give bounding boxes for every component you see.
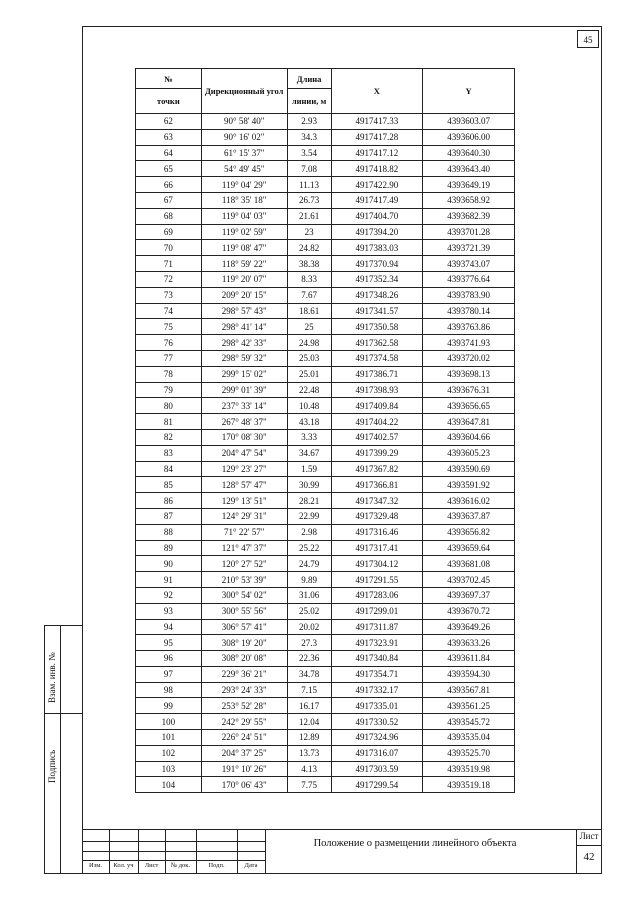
caption-data: Дата	[244, 862, 258, 869]
direction-angle: 300° 55' 56"	[201, 603, 287, 619]
table-row	[136, 414, 515, 430]
line-length: 3.33	[287, 429, 331, 445]
x-coordinate: 4917332.17	[331, 682, 423, 698]
y-coordinate: 4393637.87	[423, 508, 515, 524]
direction-angle: 204° 37' 25"	[201, 745, 287, 761]
y-coordinate: 4393682.39	[423, 208, 515, 224]
line-length: 28.21	[287, 493, 331, 509]
line-length: 24.98	[287, 335, 331, 351]
table-row	[136, 477, 515, 493]
y-coordinate: 4393701.28	[423, 224, 515, 240]
header-length-top: Длина	[287, 69, 331, 89]
direction-angle: 242° 29' 55"	[201, 714, 287, 730]
table-row	[136, 192, 515, 208]
table-row	[136, 429, 515, 445]
direction-angle: 191° 10' 26"	[201, 761, 287, 777]
line-length: 11.13	[287, 177, 331, 193]
x-coordinate: 4917394.20	[331, 224, 423, 240]
point-number: 84	[136, 461, 202, 477]
x-coordinate: 4917283.06	[331, 587, 423, 603]
x-coordinate: 4917402.57	[331, 429, 423, 445]
header-length-bottom: линии, м	[287, 89, 331, 114]
left-sidebar-stamp	[44, 625, 82, 873]
point-number: 71	[136, 256, 202, 272]
point-number: 95	[136, 635, 202, 651]
line-length: 16.17	[287, 698, 331, 714]
point-number: 98	[136, 682, 202, 698]
direction-angle: 129° 23' 27"	[201, 461, 287, 477]
line-length: 38.38	[287, 256, 331, 272]
line-length: 18.61	[287, 303, 331, 319]
line-length: 26.73	[287, 192, 331, 208]
y-coordinate: 4393721.39	[423, 240, 515, 256]
line-length: 30.99	[287, 477, 331, 493]
line-length: 25.01	[287, 366, 331, 382]
x-coordinate: 4917362.58	[331, 335, 423, 351]
direction-angle: 298° 57' 43"	[201, 303, 287, 319]
line-length: 43.18	[287, 414, 331, 430]
table-row	[136, 651, 515, 667]
line-length: 34.78	[287, 666, 331, 682]
y-coordinate: 4393649.19	[423, 177, 515, 193]
point-number: 99	[136, 698, 202, 714]
y-coordinate: 4393606.00	[423, 129, 515, 145]
table-row	[136, 382, 515, 398]
line-length: 2.98	[287, 524, 331, 540]
line-length: 22.99	[287, 508, 331, 524]
y-coordinate: 4393519.18	[423, 777, 515, 793]
line-length: 20.02	[287, 619, 331, 635]
x-coordinate: 4917386.71	[331, 366, 423, 382]
line-length: 12.89	[287, 730, 331, 746]
direction-angle: 128° 57' 47"	[201, 477, 287, 493]
x-coordinate: 4917417.49	[331, 192, 423, 208]
point-number: 96	[136, 651, 202, 667]
line-length: 1.59	[287, 461, 331, 477]
direction-angle: 118° 59' 22"	[201, 256, 287, 272]
y-coordinate: 4393698.13	[423, 366, 515, 382]
direction-angle: 204° 47' 54"	[201, 445, 287, 461]
y-coordinate: 4393567.81	[423, 682, 515, 698]
caption-no-dok: № док.	[170, 862, 191, 869]
line-length: 2.93	[287, 114, 331, 130]
point-number: 63	[136, 129, 202, 145]
header-angle: Дирекционный угол	[201, 69, 287, 114]
line-length: 8.33	[287, 271, 331, 287]
line-length: 4.13	[287, 761, 331, 777]
line-length: 7.15	[287, 682, 331, 698]
line-length: 7.75	[287, 777, 331, 793]
title-block	[82, 829, 602, 874]
x-coordinate: 4917352.34	[331, 271, 423, 287]
x-coordinate: 4917366.81	[331, 477, 423, 493]
table-row	[136, 350, 515, 366]
x-coordinate: 4917324.96	[331, 730, 423, 746]
table-row	[136, 114, 515, 130]
table-row	[136, 619, 515, 635]
point-number: 97	[136, 666, 202, 682]
point-number: 65	[136, 161, 202, 177]
y-coordinate: 4393776.64	[423, 271, 515, 287]
table-row	[136, 714, 515, 730]
point-number: 76	[136, 335, 202, 351]
point-number: 70	[136, 240, 202, 256]
line-length: 24.79	[287, 556, 331, 572]
x-coordinate: 4917367.82	[331, 461, 423, 477]
y-coordinate: 4393681.08	[423, 556, 515, 572]
sheet-number: 42	[583, 851, 595, 863]
point-number: 90	[136, 556, 202, 572]
table-row	[136, 493, 515, 509]
y-coordinate: 4393720.02	[423, 350, 515, 366]
y-coordinate: 4393697.37	[423, 587, 515, 603]
x-coordinate: 4917417.28	[331, 129, 423, 145]
x-coordinate: 4917316.07	[331, 745, 423, 761]
line-length: 22.36	[287, 651, 331, 667]
y-coordinate: 4393604.66	[423, 429, 515, 445]
direction-angle: 71° 22' 57"	[201, 524, 287, 540]
sidebar-vzam-label: Взам. инв. №	[47, 652, 57, 703]
y-coordinate: 4393676.31	[423, 382, 515, 398]
direction-angle: 90° 58' 40"	[201, 114, 287, 130]
y-coordinate: 4393535.04	[423, 730, 515, 746]
y-coordinate: 4393643.40	[423, 161, 515, 177]
sheet-label: Лист	[579, 831, 599, 841]
x-coordinate: 4917323.91	[331, 635, 423, 651]
y-coordinate: 4393647.81	[423, 414, 515, 430]
x-coordinate: 4917299.01	[331, 603, 423, 619]
table-row	[136, 208, 515, 224]
table-row	[136, 572, 515, 588]
x-coordinate: 4917417.33	[331, 114, 423, 130]
direction-angle: 61° 15' 37"	[201, 145, 287, 161]
table-row	[136, 777, 515, 793]
point-number: 67	[136, 192, 202, 208]
direction-angle: 119° 04' 03"	[201, 208, 287, 224]
y-coordinate: 4393656.65	[423, 398, 515, 414]
point-number: 101	[136, 730, 202, 746]
header-x: X	[331, 69, 423, 114]
point-number: 62	[136, 114, 202, 130]
line-length: 13.73	[287, 745, 331, 761]
y-coordinate: 4393780.14	[423, 303, 515, 319]
y-coordinate: 4393594.30	[423, 666, 515, 682]
x-coordinate: 4917340.84	[331, 651, 423, 667]
sidebar-podpis-label: Подпись	[47, 749, 57, 783]
table-row	[136, 587, 515, 603]
table-row	[136, 682, 515, 698]
point-number: 79	[136, 382, 202, 398]
point-number: 85	[136, 477, 202, 493]
direction-angle: 90° 16' 02"	[201, 129, 287, 145]
x-coordinate: 4917335.01	[331, 698, 423, 714]
line-length: 7.08	[287, 161, 331, 177]
table-row	[136, 145, 515, 161]
table-row	[136, 730, 515, 746]
table-row	[136, 240, 515, 256]
point-number: 72	[136, 271, 202, 287]
line-length: 25.02	[287, 603, 331, 619]
x-coordinate: 4917404.22	[331, 414, 423, 430]
point-number: 80	[136, 398, 202, 414]
direction-angle: 170° 08' 30"	[201, 429, 287, 445]
y-coordinate: 4393656.82	[423, 524, 515, 540]
point-number: 92	[136, 587, 202, 603]
x-coordinate: 4917291.55	[331, 572, 423, 588]
y-coordinate: 4393611.84	[423, 651, 515, 667]
y-coordinate: 4393741.93	[423, 335, 515, 351]
direction-angle: 119° 02' 59"	[201, 224, 287, 240]
x-coordinate: 4917341.57	[331, 303, 423, 319]
table-row	[136, 335, 515, 351]
direction-angle: 267° 48' 37"	[201, 414, 287, 430]
point-number: 81	[136, 414, 202, 430]
line-length: 7.67	[287, 287, 331, 303]
x-coordinate: 4917383.03	[331, 240, 423, 256]
y-coordinate: 4393519.98	[423, 761, 515, 777]
header-no: №	[136, 69, 202, 89]
x-coordinate: 4917299.54	[331, 777, 423, 793]
direction-angle: 298° 59' 32"	[201, 350, 287, 366]
point-number: 66	[136, 177, 202, 193]
direction-angle: 253° 52' 28"	[201, 698, 287, 714]
x-coordinate: 4917350.58	[331, 319, 423, 335]
y-coordinate: 4393616.02	[423, 493, 515, 509]
point-number: 87	[136, 508, 202, 524]
page-number: 45	[577, 30, 599, 48]
x-coordinate: 4917348.26	[331, 287, 423, 303]
table-row	[136, 256, 515, 272]
y-coordinate: 4393702.45	[423, 572, 515, 588]
direction-angle: 210° 53' 39"	[201, 572, 287, 588]
table-row	[136, 271, 515, 287]
x-coordinate: 4917354.71	[331, 666, 423, 682]
table-header-row	[136, 69, 515, 89]
point-number: 88	[136, 524, 202, 540]
y-coordinate: 4393605.23	[423, 445, 515, 461]
direction-angle: 170° 06' 43"	[201, 777, 287, 793]
line-length: 31.06	[287, 587, 331, 603]
x-coordinate: 4917303.59	[331, 761, 423, 777]
x-coordinate: 4917417.12	[331, 145, 423, 161]
header-y: Y	[423, 69, 515, 114]
direction-angle: 119° 04' 29"	[201, 177, 287, 193]
x-coordinate: 4917347.32	[331, 493, 423, 509]
x-coordinate: 4917374.58	[331, 350, 423, 366]
line-length: 34.67	[287, 445, 331, 461]
line-length: 27.3	[287, 635, 331, 651]
direction-angle: 209° 20' 15"	[201, 287, 287, 303]
direction-angle: 237° 33' 14"	[201, 398, 287, 414]
x-coordinate: 4917404.70	[331, 208, 423, 224]
table-row	[136, 398, 515, 414]
point-number: 74	[136, 303, 202, 319]
direction-angle: 118° 35' 18"	[201, 192, 287, 208]
table-row	[136, 461, 515, 477]
y-coordinate: 4393591.92	[423, 477, 515, 493]
x-coordinate: 4917316.46	[331, 524, 423, 540]
caption-kol-uch: Кол. уч	[113, 862, 134, 869]
y-coordinate: 4393658.92	[423, 192, 515, 208]
direction-angle: 299° 01' 39"	[201, 382, 287, 398]
x-coordinate: 4917311.87	[331, 619, 423, 635]
point-number: 100	[136, 714, 202, 730]
caption-podp: Подп.	[208, 862, 225, 869]
y-coordinate: 4393670.72	[423, 603, 515, 619]
y-coordinate: 4393763.86	[423, 319, 515, 335]
direction-angle: 298° 42' 33"	[201, 335, 287, 351]
table-row	[136, 603, 515, 619]
direction-angle: 308° 19' 20"	[201, 635, 287, 651]
point-number: 69	[136, 224, 202, 240]
table-row	[136, 556, 515, 572]
point-number: 93	[136, 603, 202, 619]
caption-izm: Изм.	[89, 862, 102, 869]
x-coordinate: 4917398.93	[331, 382, 423, 398]
direction-angle: 120° 27' 52"	[201, 556, 287, 572]
caption-list: Лист	[144, 862, 159, 869]
table-row	[136, 161, 515, 177]
direction-angle: 293° 24' 33"	[201, 682, 287, 698]
table-row	[136, 366, 515, 382]
table-row	[136, 445, 515, 461]
point-number: 86	[136, 493, 202, 509]
point-number: 73	[136, 287, 202, 303]
direction-angle: 226° 24' 51"	[201, 730, 287, 746]
y-coordinate: 4393640.30	[423, 145, 515, 161]
table-row	[136, 508, 515, 524]
point-number: 78	[136, 366, 202, 382]
line-length: 25.22	[287, 540, 331, 556]
line-length: 9.89	[287, 572, 331, 588]
point-number: 82	[136, 429, 202, 445]
coordinates-table	[135, 68, 515, 793]
direction-angle: 119° 08' 47"	[201, 240, 287, 256]
point-number: 104	[136, 777, 202, 793]
line-length: 12.04	[287, 714, 331, 730]
table-row	[136, 224, 515, 240]
x-coordinate: 4917317.41	[331, 540, 423, 556]
line-length: 23	[287, 224, 331, 240]
direction-angle: 54° 49' 45"	[201, 161, 287, 177]
x-coordinate: 4917330.52	[331, 714, 423, 730]
point-number: 91	[136, 572, 202, 588]
x-coordinate: 4917329.48	[331, 508, 423, 524]
direction-angle: 129° 13' 51"	[201, 493, 287, 509]
table-row	[136, 698, 515, 714]
line-length: 22.48	[287, 382, 331, 398]
table-row	[136, 666, 515, 682]
direction-angle: 299° 15' 02"	[201, 366, 287, 382]
x-coordinate: 4917418.82	[331, 161, 423, 177]
point-number: 75	[136, 319, 202, 335]
point-number: 68	[136, 208, 202, 224]
point-number: 77	[136, 350, 202, 366]
line-length: 24.82	[287, 240, 331, 256]
y-coordinate: 4393590.69	[423, 461, 515, 477]
direction-angle: 300° 54' 02"	[201, 587, 287, 603]
direction-angle: 229° 36' 21"	[201, 666, 287, 682]
x-coordinate: 4917370.94	[331, 256, 423, 272]
direction-angle: 124° 29' 31"	[201, 508, 287, 524]
table-row	[136, 635, 515, 651]
point-number: 102	[136, 745, 202, 761]
table-row	[136, 745, 515, 761]
table-row	[136, 319, 515, 335]
table-row	[136, 177, 515, 193]
x-coordinate: 4917422.90	[331, 177, 423, 193]
x-coordinate: 4917304.12	[331, 556, 423, 572]
y-coordinate: 4393649.26	[423, 619, 515, 635]
direction-angle: 308° 20' 08"	[201, 651, 287, 667]
table-row	[136, 761, 515, 777]
y-coordinate: 4393525.70	[423, 745, 515, 761]
line-length: 25	[287, 319, 331, 335]
table-row	[136, 287, 515, 303]
point-number: 94	[136, 619, 202, 635]
line-length: 21.61	[287, 208, 331, 224]
line-length: 34.3	[287, 129, 331, 145]
point-number: 64	[136, 145, 202, 161]
table-row	[136, 540, 515, 556]
y-coordinate: 4393783.90	[423, 287, 515, 303]
table-row	[136, 524, 515, 540]
y-coordinate: 4393743.07	[423, 256, 515, 272]
y-coordinate: 4393603.07	[423, 114, 515, 130]
direction-angle: 119° 20' 07"	[201, 271, 287, 287]
line-length: 3.54	[287, 145, 331, 161]
x-coordinate: 4917409.84	[331, 398, 423, 414]
point-number: 83	[136, 445, 202, 461]
table-row	[136, 303, 515, 319]
header-points: точки	[136, 89, 202, 114]
direction-angle: 298° 41' 14"	[201, 319, 287, 335]
y-coordinate: 4393633.26	[423, 635, 515, 651]
line-length: 10.48	[287, 398, 331, 414]
y-coordinate: 4393545.72	[423, 714, 515, 730]
table-row	[136, 129, 515, 145]
document-title: Положение о размещении линейного объекта	[313, 838, 517, 849]
y-coordinate: 4393561.25	[423, 698, 515, 714]
x-coordinate: 4917399.29	[331, 445, 423, 461]
direction-angle: 121° 47' 37"	[201, 540, 287, 556]
line-length: 25.03	[287, 350, 331, 366]
y-coordinate: 4393659.64	[423, 540, 515, 556]
point-number: 89	[136, 540, 202, 556]
direction-angle: 306° 57' 41"	[201, 619, 287, 635]
point-number: 103	[136, 761, 202, 777]
